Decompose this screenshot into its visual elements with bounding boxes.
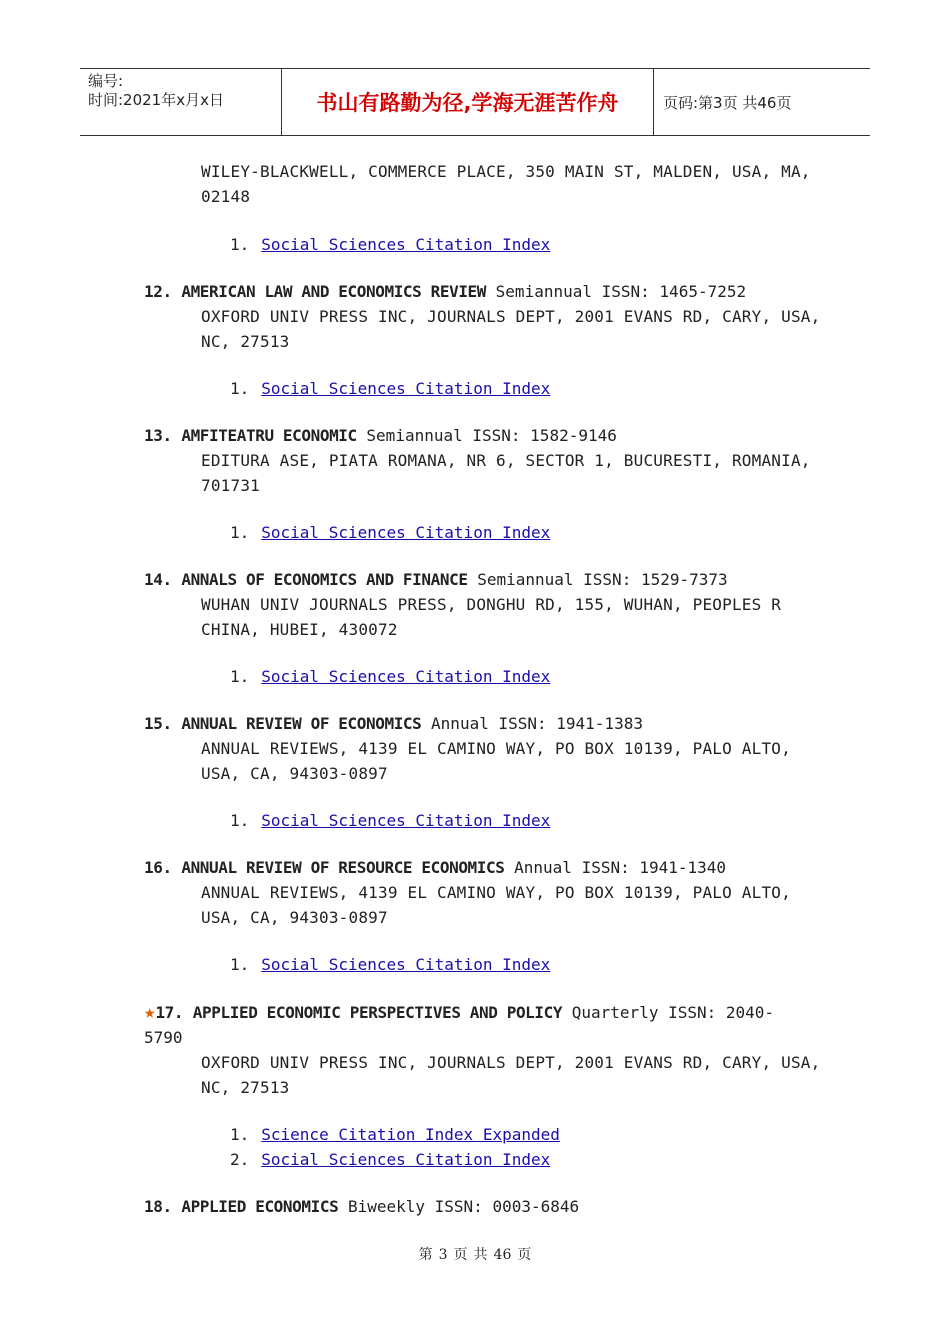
address-line: EDITURA ASE, PIATA ROMANA, NR 6, SECTOR 1, BUCURESTI, ROMANIA, [201, 451, 811, 470]
entry-number: 16. [144, 858, 172, 877]
journal-title: AMFITEATRU ECONOMIC [181, 426, 357, 445]
address-line: ANNUAL REVIEWS, 4139 EL CAMINO WAY, PO BOX 10139, PALO ALTO, [201, 739, 791, 758]
address-line: USA, CA, 94303-0897 [201, 908, 388, 927]
journal-title: AMERICAN LAW AND ECONOMICS REVIEW [181, 282, 487, 301]
index-item [230, 1122, 560, 1147]
entry-title-line [144, 279, 746, 304]
index-link[interactable]: Social Sciences Citation Index [261, 667, 551, 686]
index-link[interactable]: Social Sciences Citation Index [261, 379, 551, 398]
index-number: 2. [230, 1150, 250, 1169]
journal-meta: Annual ISSN: 1941-1383 [421, 714, 643, 733]
index-number: 1. [230, 1125, 250, 1144]
index-number: 1. [230, 523, 250, 542]
address-line: CHINA, HUBEI, 430072 [201, 620, 398, 639]
journal-meta: Semiannual ISSN: 1529-7373 [467, 570, 728, 589]
journal-title: ANNALS OF ECONOMICS AND FINANCE [181, 570, 468, 589]
index-number: 1. [230, 811, 250, 830]
index-number: 1. [230, 235, 250, 254]
address-line: 02148 [201, 187, 251, 206]
footer-ye: 页 [453, 1247, 468, 1263]
header-left-cell [80, 69, 281, 135]
entry-title-line [144, 711, 643, 736]
index-number: 1. [230, 379, 250, 398]
footer-di: 第 [418, 1247, 433, 1263]
entry-number: 14. [144, 570, 172, 589]
journal-meta: Biweekly ISSN: 0003-6846 [338, 1197, 580, 1216]
journal-title: APPLIED ECONOMIC PERSPECTIVES AND POLICY [192, 1003, 563, 1022]
entry-title-line [144, 855, 726, 880]
page-header [80, 68, 870, 136]
entry-number: 15. [144, 714, 172, 733]
star-icon: ★ [144, 1001, 156, 1023]
journal-meta: Semiannual ISSN: 1582-9146 [356, 426, 617, 445]
index-item [230, 952, 550, 977]
journal-title: ANNUAL REVIEW OF RESOURCE ECONOMICS [181, 858, 505, 877]
entry-title-line [144, 1000, 774, 1025]
footer-page-number: 3 [438, 1247, 448, 1263]
header-page-cell [654, 69, 870, 135]
index-item [230, 376, 550, 401]
entry-number: 12. [144, 282, 172, 301]
entry-number: 18. [144, 1197, 172, 1216]
header-motto-cell [281, 69, 654, 135]
index-link[interactable]: Social Sciences Citation Index [261, 523, 551, 542]
serial-label: 编号: [88, 72, 124, 90]
entry-title-line [144, 567, 728, 592]
entry-title-line [144, 1194, 579, 1219]
index-item [230, 664, 550, 689]
address-line: NC, 27513 [201, 332, 290, 351]
address-line: USA, CA, 94303-0897 [201, 764, 388, 783]
journal-meta: Annual ISSN: 1941-1340 [504, 858, 727, 877]
index-item [230, 232, 550, 257]
page-info: 页码:第3页 共46页 [663, 93, 792, 112]
index-item [230, 520, 550, 545]
index-number: 1. [230, 955, 250, 974]
address-line: WILEY-BLACKWELL, COMMERCE PLACE, 350 MAIN ST, MALDEN, USA, MA, [201, 162, 811, 181]
page-footer [0, 1244, 950, 1264]
footer-total-pages: 46 [493, 1247, 512, 1263]
address-line: ANNUAL REVIEWS, 4139 EL CAMINO WAY, PO BOX 10139, PALO ALTO, [201, 883, 791, 902]
index-item [230, 808, 550, 833]
entry-number: 17. [155, 1003, 184, 1022]
index-link[interactable]: Science Citation Index Expanded [261, 1125, 560, 1144]
index-number: 1. [230, 667, 250, 686]
address-line: 701731 [201, 476, 260, 495]
address-line: OXFORD UNIV PRESS INC, JOURNALS DEPT, 2001 EVANS RD, CARY, USA, [201, 1053, 821, 1072]
entry-title-line [144, 423, 617, 448]
address-line: WUHAN UNIV JOURNALS PRESS, DONGHU RD, 155, WUHAN, PEOPLES R [201, 595, 782, 614]
address-line: OXFORD UNIV PRESS INC, JOURNALS DEPT, 2001 EVANS RD, CARY, USA, [201, 307, 821, 326]
date-label: 时间:2021年x月x日 [88, 91, 224, 109]
journal-title: APPLIED ECONOMICS [181, 1197, 339, 1216]
index-link[interactable]: Social Sciences Citation Index [261, 235, 551, 254]
journal-meta: Quarterly ISSN: 2040- [562, 1003, 775, 1022]
index-link[interactable]: Social Sciences Citation Index [261, 811, 551, 830]
journal-meta: Semiannual ISSN: 1465-7252 [486, 282, 747, 301]
entry-number: 13. [144, 426, 172, 445]
index-item [230, 1147, 550, 1172]
journal-meta-continued: 5790 [144, 1028, 183, 1047]
footer-ye: 页 [517, 1247, 532, 1263]
index-link[interactable]: Social Sciences Citation Index [261, 1150, 551, 1169]
motto-text: 书山有路勤为径,学海无涯苦作舟 [316, 91, 619, 115]
index-link[interactable]: Social Sciences Citation Index [261, 955, 551, 974]
footer-gong: 共 [473, 1247, 488, 1263]
journal-title: ANNUAL REVIEW OF ECONOMICS [181, 714, 422, 733]
address-line: NC, 27513 [201, 1078, 290, 1097]
